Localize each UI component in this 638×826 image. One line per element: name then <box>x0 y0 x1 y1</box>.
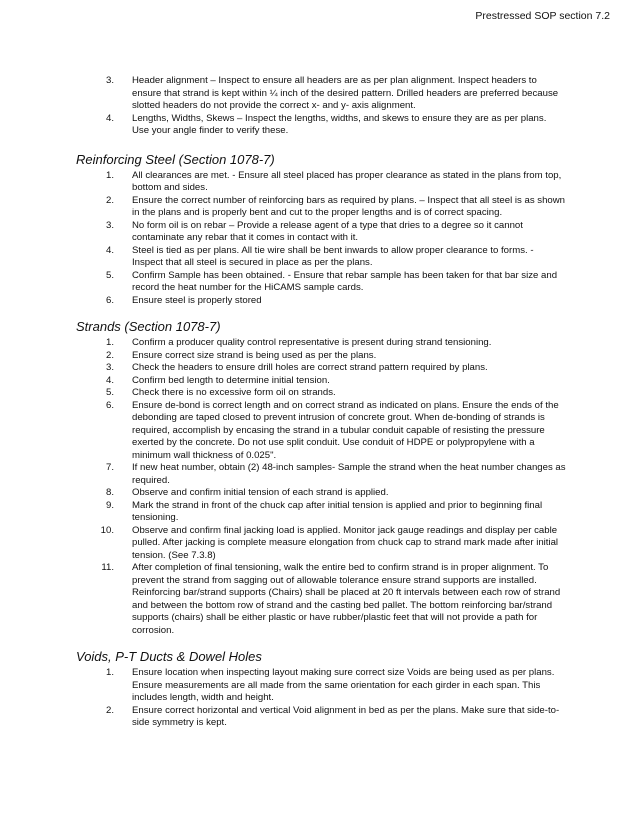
section-list <box>76 337 566 637</box>
list-item-text: Ensure correct horizontal and vertical Void alignment in bed as per the plans. Make sure that side-to-side symmetry is kept. <box>132 704 560 728</box>
section <box>76 319 566 637</box>
list-item-text: Confirm bed length to determine initial tension. <box>132 374 330 386</box>
list-item <box>96 113 566 138</box>
list-item <box>96 500 566 525</box>
section <box>76 649 566 730</box>
list-item-text: All clearances are met. - Ensure all steel placed has proper clearance as stated in the plans from top, bottom and sides. <box>132 169 562 193</box>
list-item-text: After completion of final tensioning, walk the entire bed to confirm strand is in proper alignment. To prevent the strand from sagging out of allowable tolerance ensure strand supports are installed. Reinforcing bar/strand supports (Chairs) shall be placed at 20 ft intervals between each row of strand and between the bottom row of strand and the casting bed pallet. The bottom reinforcing bar/strand supports (chairs) shall be either plastic or have rubber/plastic feet that will not provide a path for corrosion. <box>132 562 561 636</box>
list-item-text: Lengths, Widths, Skews – Inspect the lengths, widths, and skews to ensure they are as per plans. Use your angle finder to verify these. <box>132 112 547 136</box>
list-item-text: Steel is tied as per plans. All tie wire shall be bent inwards to allow proper clearance to forms. - Inspect that all steel is secured in place as per the plans. <box>132 244 534 268</box>
list-item <box>96 295 566 308</box>
section <box>76 152 566 308</box>
list-item <box>96 195 566 220</box>
list-item-number: 9. <box>105 499 114 511</box>
list-item-text: Header alignment – Inspect to ensure all headers are as per plan alignment. Inspect headers to ensure that strand is kept within ¼ inch of the desired pattern. Drilled headers are preferred because slotted headers do not provide the correct x- and y- axis alignment. <box>132 75 559 111</box>
list-item-number: 5. <box>105 269 114 281</box>
list-item-number: 3. <box>105 75 114 86</box>
list-item-number: 10. <box>100 524 114 536</box>
section-heading: Voids, P-T Ducts & Dowel Holes <box>76 649 262 664</box>
list-item <box>96 245 566 270</box>
list-item-text: Observe and confirm final jacking load is applied. Monitor jack gauge readings and display per cable pulled. After jacking is complete measure elongation from chuck cap to strand mark made after initial tension. (See 7.3.8) <box>132 524 559 561</box>
list-item <box>96 525 566 563</box>
list-item <box>96 462 566 487</box>
list-item <box>96 400 566 463</box>
list-item-text: If new heat number, obtain (2) 48-inch samples- Sample the strand when the heat number changes as required. <box>132 462 566 486</box>
list-item-number: 6. <box>105 294 114 306</box>
list-item-number: 1. <box>105 169 114 181</box>
list-item-number: 3. <box>105 219 114 231</box>
list-item-number: 2. <box>105 704 114 716</box>
list-item <box>96 75 566 113</box>
list-item-number: 2. <box>105 349 114 361</box>
list-item-number: 5. <box>105 387 114 398</box>
list-item <box>96 387 566 400</box>
list-item-number: 11. <box>101 562 114 573</box>
list-item <box>96 562 566 637</box>
list-item-text: Confirm a producer quality control representative is present during strand tensioning. <box>132 337 492 348</box>
section-heading: Strands (Section 1078-7) <box>76 319 221 334</box>
list-item-number: 4. <box>105 112 114 124</box>
list-item-number: 8. <box>105 487 114 498</box>
list-item <box>96 667 566 705</box>
list-item-text: Ensure the correct number of reinforcing bars as required by plans. – Inspect that all steel is as shown in the plans and is properly bent and cut to the proper lengths and is of correct spacing. <box>132 194 566 218</box>
section-list <box>76 170 566 308</box>
list-item-text: Mark the strand in front of the chuck cap after initial tension is applied and prior to beginning final tensioning. <box>132 499 543 523</box>
list-item-text: Observe and confirm initial tension of each strand is applied. <box>132 487 389 498</box>
list-item-text: No form oil is on rebar – Provide a release agent of a type that dries to a degree so it cannot contaminate any rebar that it comes in contact with it. <box>132 219 523 243</box>
list-item <box>96 487 566 500</box>
list-item <box>96 220 566 245</box>
list-item <box>96 375 566 388</box>
list-item-text: Ensure steel is properly stored <box>132 294 262 306</box>
list-item-text: Check there is no excessive form oil on strands. <box>132 387 336 398</box>
list-item <box>96 362 566 375</box>
list-item-number: 4. <box>105 244 114 256</box>
section-heading: Reinforcing Steel (Section 1078-7) <box>76 151 275 167</box>
list-item-text: Ensure location when inspecting layout making sure correct size Voids are being used as per plans. Ensure measurements are all made from the same orientation for each girder in each span. This includes length, width and height. <box>132 667 555 703</box>
page-content <box>76 75 566 742</box>
list-item-number: 7. <box>105 462 114 473</box>
list-item <box>96 170 566 195</box>
list-item-number: 1. <box>105 667 114 678</box>
list-item <box>96 270 566 295</box>
list-item-text: Confirm Sample has been obtained. - Ensure that rebar sample has been taken for that bar size and record the heat number for the HiCAMS sample cards. <box>132 269 558 293</box>
list-item-text: Check the headers to ensure drill holes are correct strand pattern required by plans. <box>132 362 488 373</box>
list-item-text: Ensure correct size strand is being used as per the plans. <box>132 349 377 361</box>
list-item-number: 4. <box>105 374 114 386</box>
list-item <box>96 350 566 363</box>
list-item <box>96 705 566 730</box>
sections <box>76 152 566 730</box>
section-list <box>76 667 566 730</box>
list-item-number: 3. <box>105 362 114 373</box>
list-item-number: 2. <box>105 194 114 206</box>
running-header: Prestressed SOP section 7.2 <box>475 10 610 22</box>
list-item-text: Ensure de-bond is correct length and on correct strand as indicated on plans. Ensure the ends of the debonding are taped closed to prevent intrusion of concrete grout. When de-bonding of strands is required, accomplish by encasing the strand in a tubular conduit capable of resisting the pressure exerted by the concrete. Do not use split conduit. Use conduit of HDPE or polypropylene with a minimum wall thickness of 0.025". <box>132 399 559 461</box>
list-item <box>96 337 566 350</box>
list-item-number: 1. <box>105 337 114 348</box>
intro-list <box>76 75 566 138</box>
list-item-number: 6. <box>105 399 114 411</box>
